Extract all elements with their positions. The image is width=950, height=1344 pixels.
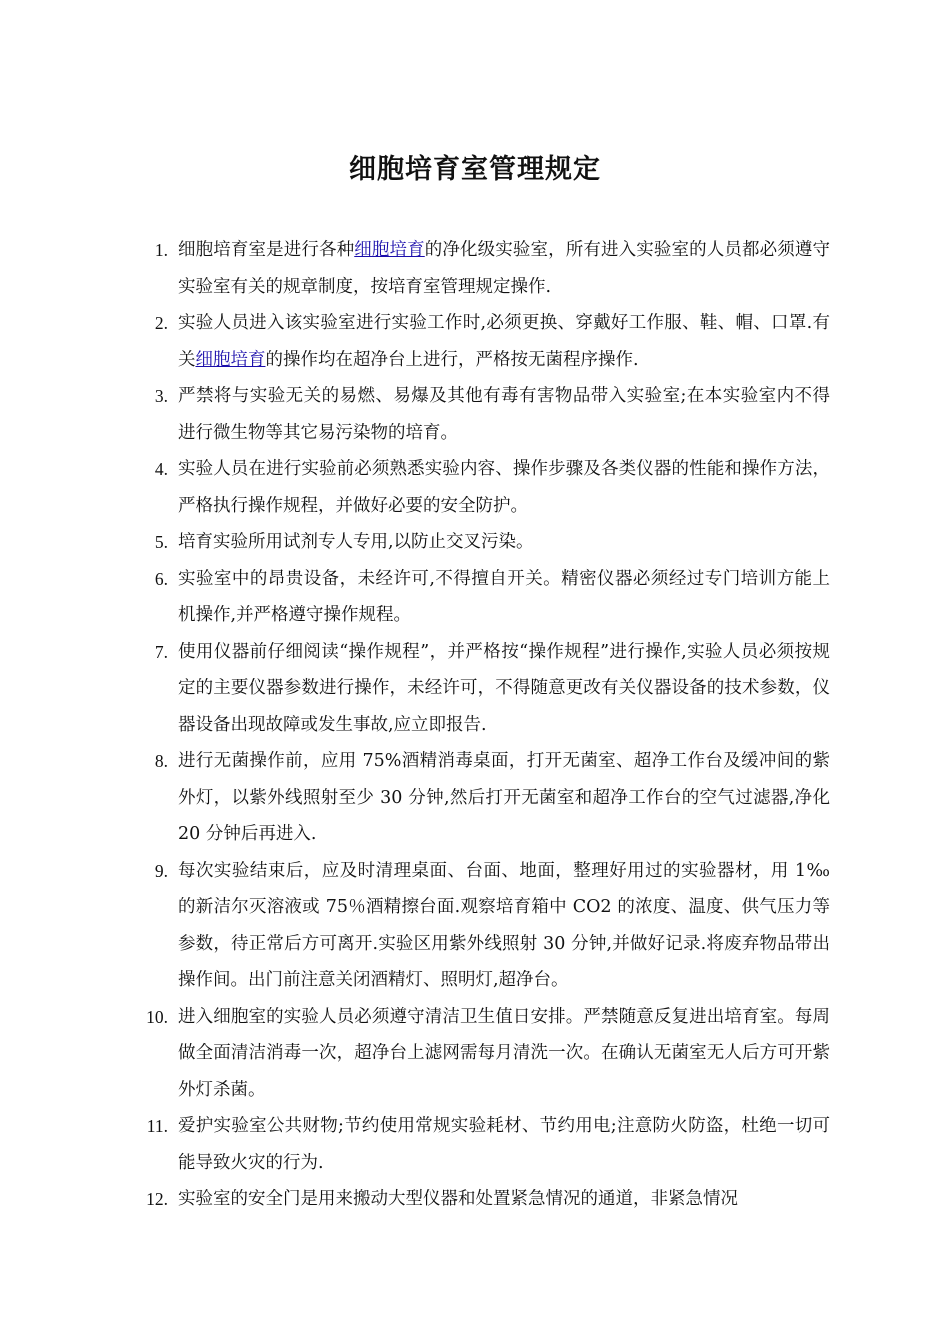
- item-number: 2.: [154, 313, 168, 333]
- item-number: 3.: [154, 386, 168, 406]
- item-text: 每次实验结束后，应及时清理桌面、台面、地面，整理好用过的实验器材，用 1‰的新洁尔灭溶液或 75％酒精擦台面.观察培育箱中 CO2 的浓度、温度、供气压力等参数，待正常后方可离开.实验区用紫外线照射 30 分钟,并做好记录.将废弃物品带出操作间。出门前注意关闭酒精灯、照明灯,超净台。: [178, 860, 830, 990]
- item-text: 细胞培育室是进行各种细胞培育的净化级实验室，所有进入实验室的人员都必须遵守实验室有关的规章制度，按培育室管理规定操作.: [178, 240, 830, 297]
- cell-culture-link[interactable]: 细胞培育: [195, 349, 266, 370]
- list-item: [140, 853, 830, 999]
- list-item: [140, 999, 830, 1109]
- item-number: 8.: [154, 751, 168, 771]
- item-text: 爱护实验室公共财物;节约使用常规实验耗材、节约用电;注意防火防盗，杜绝一切可能导致火灾的行为.: [178, 1116, 830, 1173]
- item-number: 11.: [146, 1116, 168, 1136]
- item-text: 使用仪器前仔细阅读“操作规程”，并严格按“操作规程”进行操作,实验人员必须按规定的主要仪器参数进行操作，未经许可，不得随意更改有关仪器设备的技术参数，仪器设备出现故障或发生事故,应立即报告.: [178, 641, 830, 735]
- list-item: [140, 524, 830, 561]
- list-item: [140, 305, 830, 378]
- item-number: 5.: [154, 532, 168, 552]
- item-number: 6.: [154, 568, 168, 589]
- item-number: 4.: [154, 459, 168, 479]
- item-text: 实验人员在进行实验前必须熟悉实验内容、操作步骤及各类仪器的性能和操作方法，严格执行操作规程，并做好必要的安全防护。: [178, 459, 830, 516]
- list-item: [140, 743, 830, 853]
- page-title: 细胞培育室管理规定: [349, 154, 601, 185]
- list-item: [140, 634, 830, 744]
- item-number: 12.: [146, 1189, 168, 1209]
- item-text: 进行无菌操作前，应用 75%酒精消毒桌面，打开无菌室、超净工作台及缓冲间的紫外灯，以紫外线照射至少 30 分钟,然后打开无菌室和超净工作台的空气过滤器,净化 20 分钟后再进入.: [178, 751, 830, 844]
- list-item: [140, 232, 830, 305]
- item-text: 实验室的安全门是用来搬动大型仪器和处置紧急情况的通道，非紧急情况: [178, 1189, 738, 1209]
- item-number: 9.: [154, 860, 168, 881]
- item-text: 严禁将与实验无关的易燃、易爆及其他有毒有害物品带入实验室;在本实验室内不得进行微生物等其它易污染物的培育。: [178, 386, 830, 443]
- item-number: 10.: [146, 1006, 168, 1027]
- item-text: 培育实验所用试剂专人专用,以防止交叉污染。: [178, 532, 534, 552]
- item-text: 实验室中的昂贵设备，未经许可,不得擅自开关。精密仪器必须经过专门培训方能上机操作,并严格遵守操作规程。: [178, 568, 830, 625]
- regulation-list: [140, 232, 830, 1218]
- list-item: [140, 561, 830, 634]
- item-number: 1.: [154, 240, 168, 260]
- list-item: [140, 1181, 830, 1218]
- list-item: [140, 1108, 830, 1181]
- cell-culture-link[interactable]: 细胞培育: [354, 240, 425, 260]
- list-item: [140, 378, 830, 451]
- item-number: 7.: [154, 641, 168, 662]
- list-item: [140, 451, 830, 524]
- item-text: 进入细胞室的实验人员必须遵守清洁卫生值日安排。严禁随意反复进出培育室。每周做全面清洁消毒一次，超净台上滤网需每月清洗一次。在确认无菌室无人后方可开紫外灯杀菌。: [178, 1006, 830, 1100]
- item-text: 实验人员进入该实验室进行实验工作时,必须更换、穿戴好工作服、鞋、帽、口罩.有关细胞培育的操作均在超净台上进行，严格按无菌程序操作.: [178, 313, 830, 370]
